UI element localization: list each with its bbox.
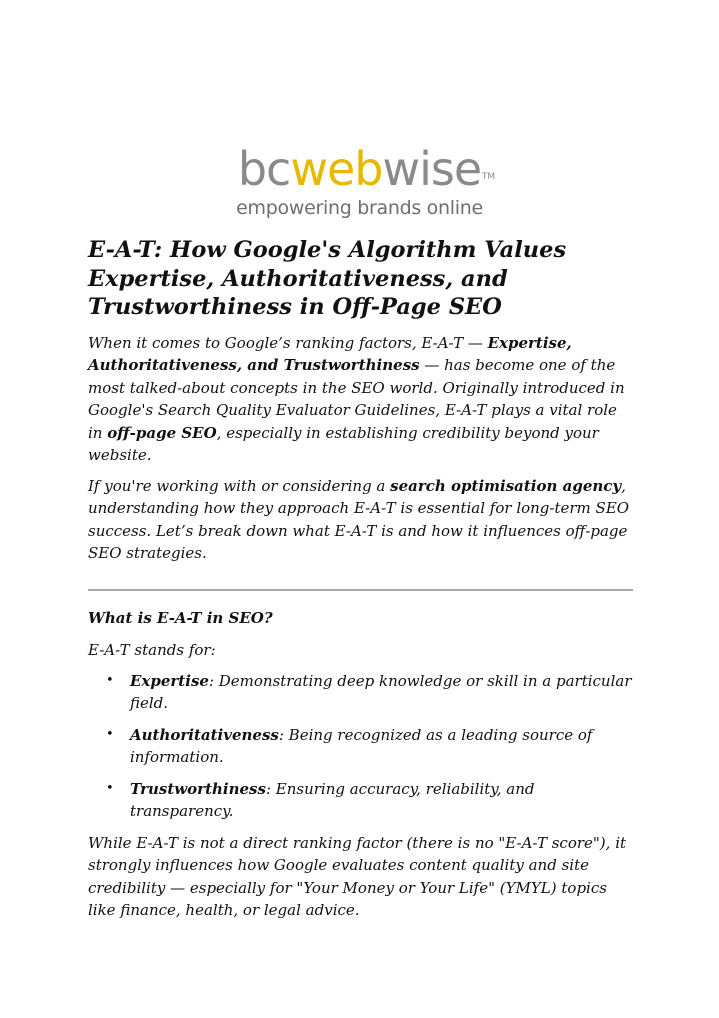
list-desc: : Demonstrating deep knowledge or skill in a particular field. (130, 671, 632, 712)
list-item-expertise (106, 670, 633, 715)
bullet-icon: • (106, 726, 114, 742)
intro-bold-offpage: off-page SEO (107, 423, 217, 442)
list-term: Authoritativeness (130, 725, 279, 744)
list-desc: : Ensuring accuracy, reliability, and transparency. (130, 779, 535, 820)
intro-paragraph (88, 332, 633, 467)
list-item-trustworthiness (106, 778, 633, 823)
closing-paragraph: While E-A-T is not a direct ranking factor (there is no "E-A-T score"), it strongly influences how Google evaluates content quality and site credibility — especially for "Your Money or Your Life" (YMYL) topics like finance, health, or legal advice. (88, 833, 627, 919)
bcwebwise-logo (0, 143, 719, 219)
list-term: Expertise (130, 671, 209, 690)
agency-text-2: , understanding how they approach E-A-T is essential for long-term SEO success. Let’s break down what E-A-T is and how it influences off-page SEO strategies. (88, 476, 630, 562)
intro-text-3: , especially in establishing credibility beyond your website. (88, 423, 599, 464)
article-body (88, 236, 633, 930)
list-item-authoritativeness (106, 724, 633, 769)
stands-for-text: E-A-T stands for: (88, 641, 216, 659)
list-term: Trustworthiness (130, 779, 266, 798)
list-desc: : Being recognized as a leading source of information. (130, 725, 593, 766)
article-title: E-A-T: How Google's Algorithm Values Expertise, Authoritativeness, and Trustworthiness in Off-Page SEO (88, 237, 567, 320)
logo-web: web (290, 142, 383, 196)
agency-bold: search optimisation agency (390, 476, 622, 495)
intro-text-2: — has become one of the most talked-about concepts in the SEO world. Originally introduced in Google's Search Quality Evaluator Guidelines, E-A-T plays a vital role in (88, 356, 625, 442)
bullet-icon: • (106, 672, 114, 688)
logo-tagline: empowering brands online (236, 197, 483, 219)
logo-bc: bc (237, 142, 291, 196)
logo-wise: wise (382, 142, 482, 196)
intro-bold-eat: Expertise, Authoritativeness, and Trustworthiness (88, 333, 572, 374)
agency-paragraph (88, 475, 633, 565)
intro-text-1: When it comes to Google’s ranking factors, E-A-T — (88, 333, 488, 352)
logo-trademark: TM (481, 172, 496, 182)
logo-wordmark (237, 142, 496, 196)
bullet-icon: • (106, 780, 114, 796)
agency-text-1: If you're working with or considering a (88, 476, 391, 495)
horizontal-divider (88, 589, 633, 591)
eat-list (88, 670, 633, 823)
section-heading: What is E-A-T in SEO? (88, 608, 273, 627)
